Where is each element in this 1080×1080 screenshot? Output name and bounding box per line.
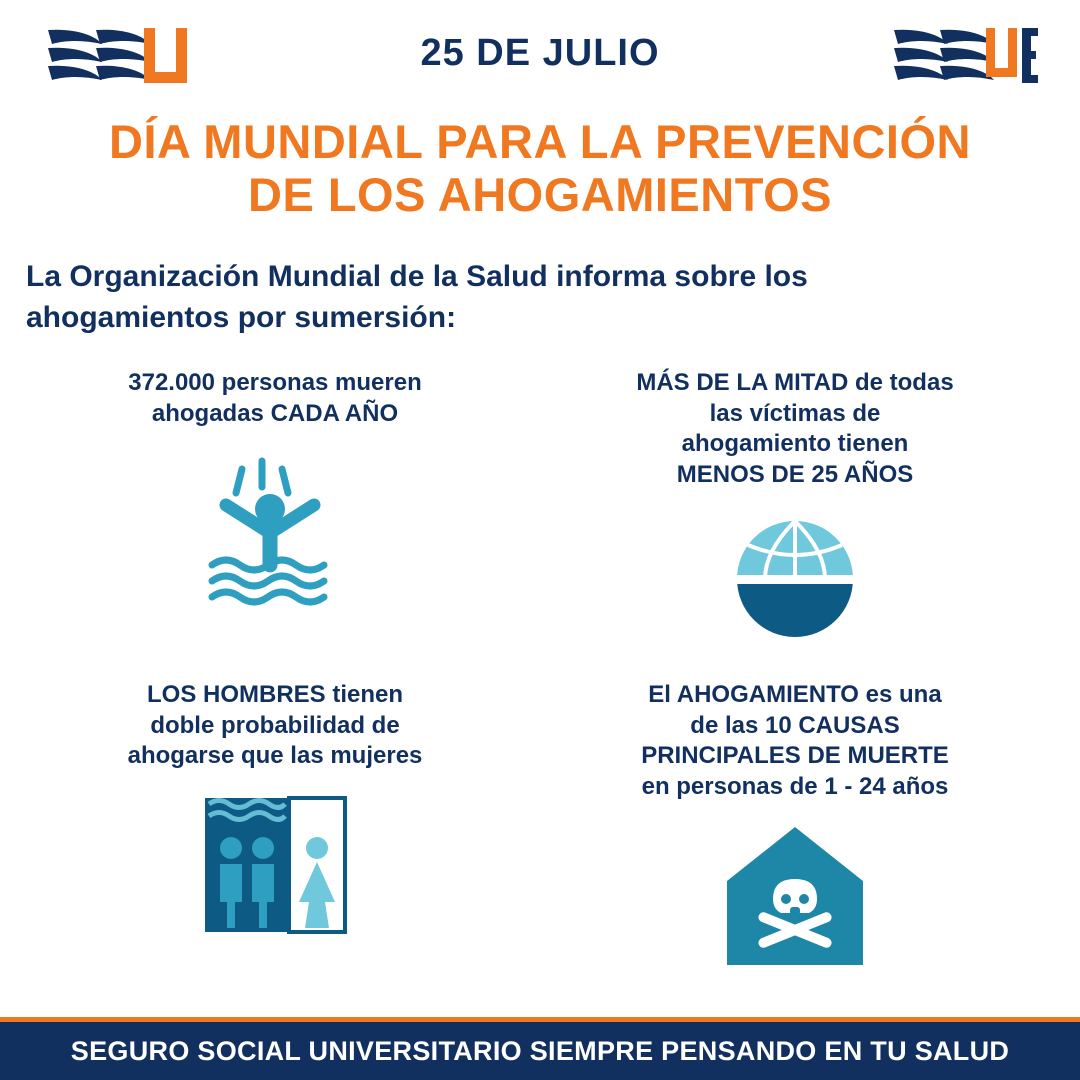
drowning-person-icon <box>190 447 360 612</box>
fact-deaths-per-year <box>30 368 520 622</box>
main-title <box>0 116 1080 221</box>
fact-line: MÁS DE LA MITAD de todas <box>636 369 954 396</box>
fact-text <box>550 368 1040 491</box>
fact-line: 372.000 personas mueren <box>128 369 422 396</box>
intro-line-2: ahogamientos por sumersión: <box>26 300 457 334</box>
globe-water-icon <box>720 509 870 649</box>
fact-line: en personas de 1 - 24 años <box>641 773 949 801</box>
main-title-line-1: DÍA MUNDIAL PARA LA PREVENCIÓN <box>109 115 971 168</box>
facts-grid <box>0 360 1080 1030</box>
fact-line: de las 10 CAUSAS <box>690 711 900 739</box>
fact-line: ahogadas CADA AÑO <box>151 399 399 427</box>
fact-men-double-risk <box>30 680 520 965</box>
fact-icon-wrap <box>550 821 1040 996</box>
page-title: 25 DE JULIO <box>420 32 660 74</box>
restroom-signs-icon <box>195 790 355 940</box>
fact-victims-under-25 <box>550 368 1040 684</box>
fact-line: ahogarse que las mujeres <box>127 742 423 770</box>
fact-top-10-causes <box>550 680 1040 996</box>
fact-line: las víctimas de <box>709 399 881 427</box>
ssue-logo <box>890 22 1040 92</box>
house-hazard-icon <box>720 821 870 971</box>
fact-icon-wrap <box>30 447 520 622</box>
fact-line: doble probabilidad de <box>150 711 400 739</box>
fact-text <box>30 368 520 429</box>
fact-text <box>550 680 1040 803</box>
main-title-line-2: DE LOS AHOGAMIENTOS <box>248 167 832 221</box>
intro-line-1: La Organización Mundial de la Salud informa sobre los <box>26 260 808 294</box>
header <box>0 0 1080 110</box>
intro-paragraph <box>26 257 1054 338</box>
fact-line: ahogamiento tienen <box>681 430 909 458</box>
fact-icon-wrap <box>30 790 520 965</box>
fact-icon-wrap <box>550 509 1040 684</box>
footer <box>0 1022 1080 1080</box>
fact-line: LOS HOMBRES tienen <box>146 681 404 708</box>
fact-line: El AHOGAMIENTO es una <box>648 681 942 708</box>
fact-line: PRINCIPALES DE MUERTE <box>641 742 949 770</box>
fact-line: MENOS DE 25 AÑOS <box>676 461 914 489</box>
fact-text <box>30 680 520 772</box>
footer-text: SEGURO SOCIAL UNIVERSITARIO SIEMPRE PENSANDO EN TU SALUD <box>70 1035 1010 1066</box>
